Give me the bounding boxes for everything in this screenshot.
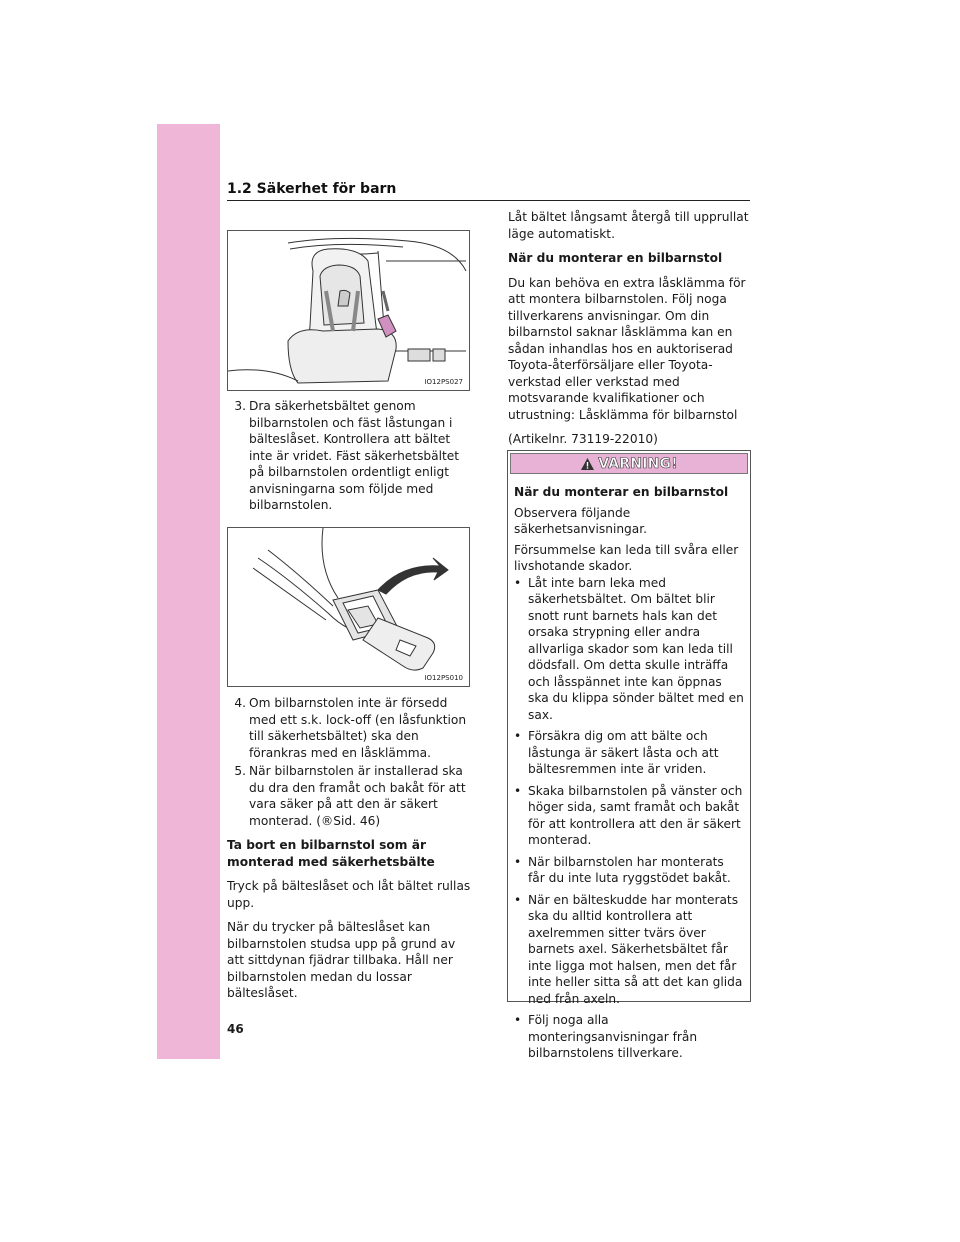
bullet-text: Följ noga alla monteringsanvisningar från bilbarnstolens tillverkare. bbox=[528, 1013, 698, 1060]
step-text: Dra säkerhetsbältet genom bilbarnstolen och fäst låstungan i bälteslåset. Kontrollera att bältet inte är vridet. Fäst säkerhetsbältet på bilbarnstolen ordentligt enligt anvisningarna som följde med bilbarnstolen. bbox=[249, 399, 460, 512]
warning-bullet bbox=[514, 892, 744, 1008]
step-number: 4. bbox=[234, 696, 246, 710]
step-number: 5. bbox=[234, 764, 246, 778]
right-paragraph-1: Låt bältet långsamt återgå till upprullat läge automatiskt. bbox=[508, 210, 749, 241]
step-4 bbox=[227, 695, 472, 761]
step-text: Om bilbarnstolen inte är försedd med ett s.k. lock-off (en låsfunktion till säkerhetsbältet) ska den förankras med en låsklämma. bbox=[249, 696, 467, 760]
warning-bullet bbox=[514, 575, 744, 724]
step-text: När bilbarnstolen är installerad ska du dra den framåt och bakåt för att vara säker på att den är säkert monterad. (®Sid. 46) bbox=[249, 764, 466, 828]
right-paragraph-2: Du kan behöva en extra låsklämma för att montera bilbarnstolen. Följ noga tillverkarens anvisningar. Om din bilbarnstol saknar låsklämma kan en sådan inhandlas hos en auktoriserad Toyota-återförsäljare eller Toyota-verkstad eller verkstad med motsvarande kvalifikationer och utrustning: Låsklämma för bilbarnstol bbox=[508, 275, 746, 422]
right-heading: När du monterar en bilbarnstol bbox=[508, 251, 723, 265]
remove-paragraph-1: Tryck på bälteslåset och låt bältet rullas upp. bbox=[227, 879, 471, 910]
chapter-tab bbox=[157, 124, 220, 1059]
part-number: (Artikelnr. 73119-22010) bbox=[508, 432, 658, 446]
warning-bullet bbox=[514, 1012, 744, 1062]
child-seat-figure bbox=[227, 230, 470, 391]
warning-title: VARNING! bbox=[598, 455, 678, 472]
section-rule bbox=[227, 200, 750, 201]
locking-clip-figure bbox=[227, 527, 470, 687]
right-column bbox=[508, 209, 751, 456]
left-column-lower bbox=[227, 695, 472, 1010]
figure-code: IO12PS010 bbox=[424, 674, 463, 682]
warning-paragraph-2: Försummelse kan leda till svåra eller livshotande skador. bbox=[514, 542, 739, 573]
bullet-mark: • bbox=[514, 783, 522, 798]
figure-code: IO12PS027 bbox=[424, 378, 463, 386]
section-title: 1.2 Säkerhet för barn bbox=[227, 181, 397, 197]
warning-box bbox=[507, 450, 751, 1060]
left-column bbox=[227, 398, 472, 514]
warning-header bbox=[510, 453, 748, 474]
bullet-text: När en bälteskudde har monterats ska du alltid kontrollera att axelremmen sitter tvärs över barnets axel. Säkerhetsbältet får inte ligga mot halsen, men det får inte heller sitta så att det kan glida ned från axeln. bbox=[528, 892, 743, 1006]
bullet-text: Försäkra dig om att bälte och låstunga är säkert låsta och att bältesremmen inte är vriden. bbox=[528, 729, 719, 776]
bullet-text: Låt inte barn leka med säkerhetsbältet. Om bältet blir snott runt barnets hals kan det orsaka strypning eller andra allvarliga skador som kan leda till dödsfall. Om detta skulle inträffa och låsspännet inte kan öppnas ska du klippa sönder bältet med en sax. bbox=[528, 575, 744, 722]
locking-clip-illustration bbox=[228, 528, 469, 686]
remove-heading: Ta bort en bilbarnstol som är monterad med säkerhetsbälte bbox=[227, 838, 435, 869]
bullet-mark: • bbox=[514, 854, 522, 869]
step-number: 3. bbox=[234, 399, 246, 413]
child-seat-illustration bbox=[228, 231, 469, 390]
warning-heading: När du monterar en bilbarnstol bbox=[514, 485, 729, 499]
bullet-text: Skaka bilbarnstolen på vänster och höger sida, samt framåt och bakåt för att kontrollera att den är säkert monterad. bbox=[528, 783, 743, 847]
bullet-text: När bilbarnstolen har monterats får du inte luta ryggstödet bakåt. bbox=[528, 854, 731, 885]
bullet-mark: • bbox=[514, 1013, 522, 1027]
bullet-mark: • bbox=[514, 729, 522, 743]
warning-bullet bbox=[514, 783, 744, 849]
bullet-mark: • bbox=[514, 892, 522, 907]
warning-bullet bbox=[514, 728, 744, 778]
page-number: 46 bbox=[227, 1022, 244, 1036]
warning-paragraph-1: Observera följande säkerhetsanvisningar. bbox=[514, 505, 648, 536]
bullet-mark: • bbox=[514, 575, 522, 590]
step-5 bbox=[227, 763, 472, 829]
warning-triangle-icon bbox=[580, 457, 595, 471]
warning-body bbox=[508, 476, 750, 1062]
warning-bullet bbox=[514, 854, 744, 887]
step-3 bbox=[227, 398, 472, 514]
remove-paragraph-2: När du trycker på bälteslåset kan bilbarnstolen studsa upp på grund av att sittdynan fjädrar tillbaka. Håll ner bilbarnstolen medan du lossar bälteslåset. bbox=[227, 920, 456, 1000]
